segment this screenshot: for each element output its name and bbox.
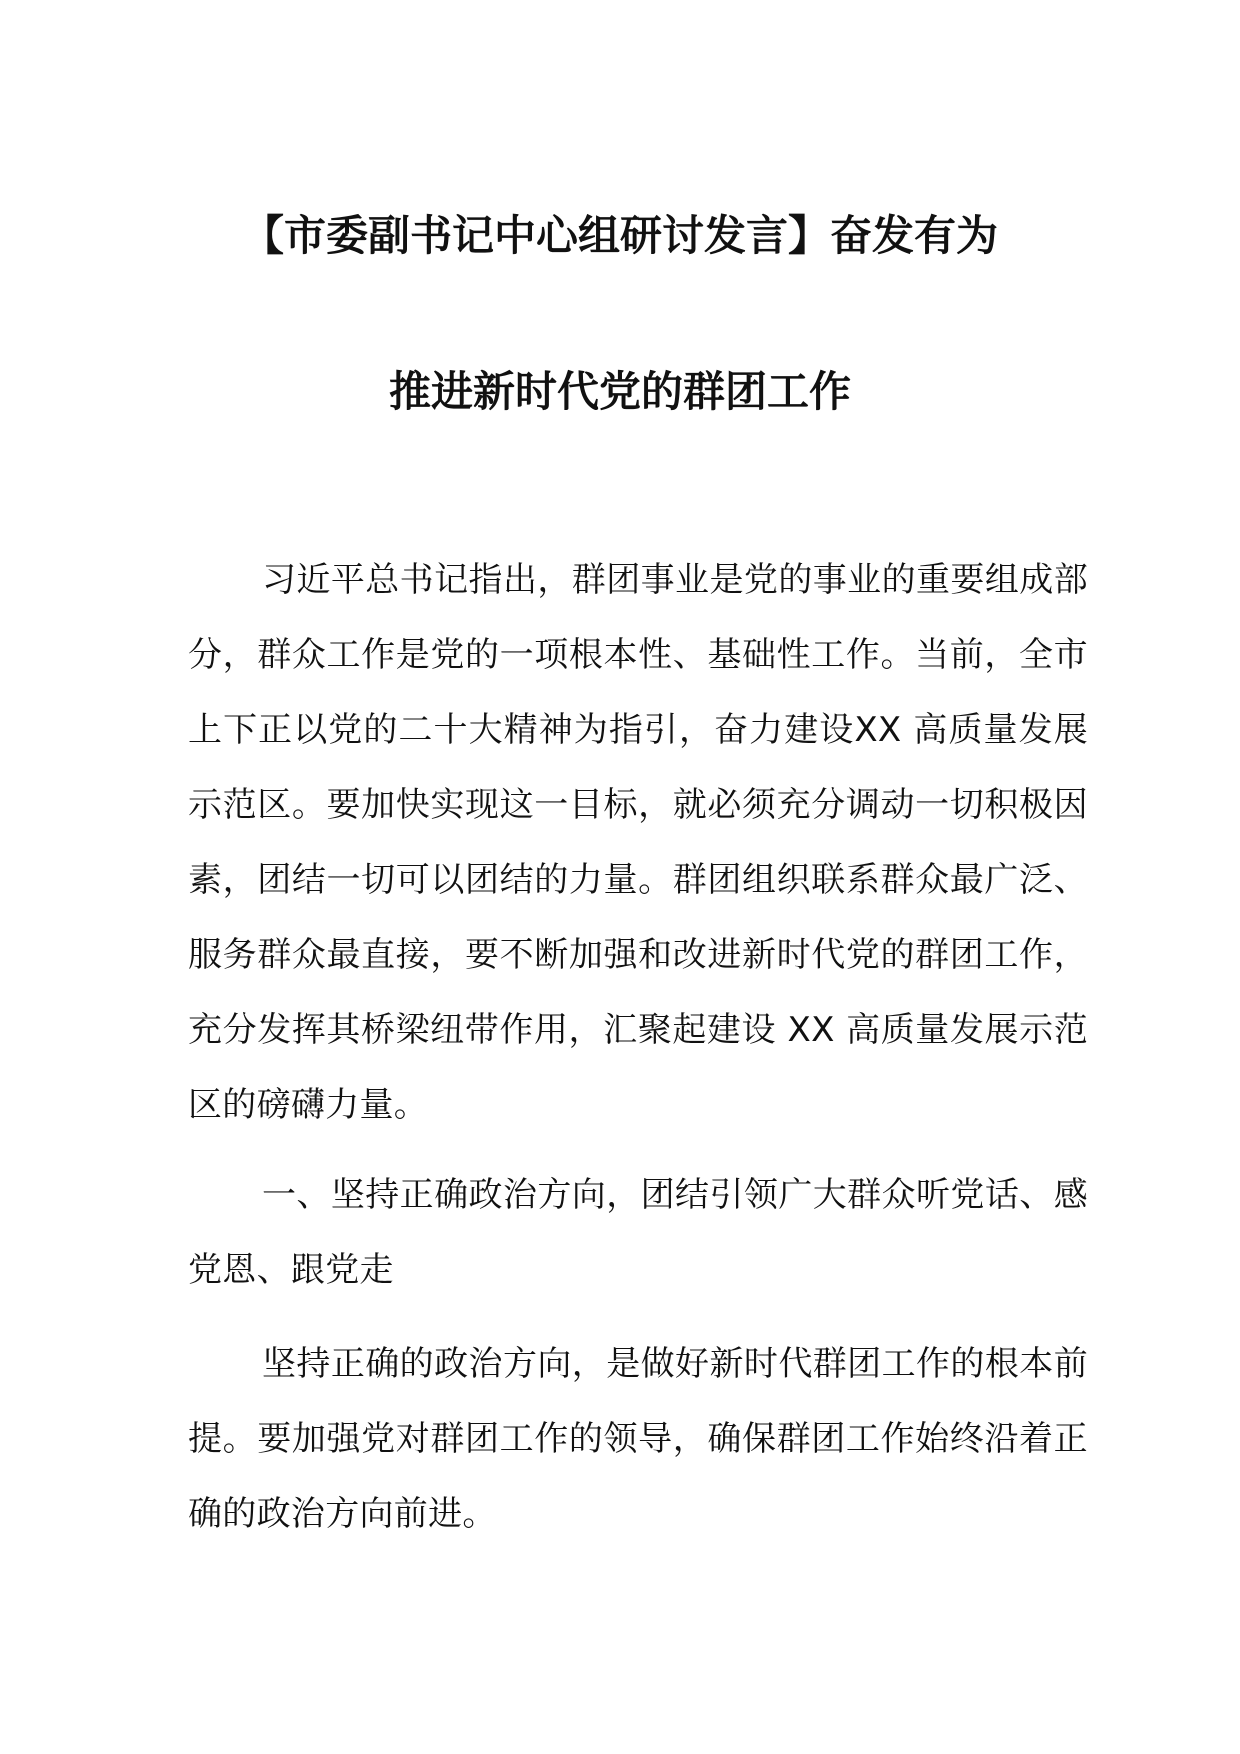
- document-title-line-1: 【市委副书记中心组研讨发言】奋发有为: [241, 211, 998, 260]
- body-paragraph-intro: 习近平总书记指出，群团事业是党的事业的重要组成部分，群众工作是党的一项根本性、基础性工作。当前，全市上下正以党的二十大精神为指引，奋力建设XX 高质量发展示范区。要加快实现这一目标，就必须充分调动一切积极因素，团结一切可以团结的力量。群团组织联系群众最广泛、服务群众最直接，要不断加强和改进新时代党的群团工作，充分发挥其桥梁纽带作用，汇聚起建设 XX 高质量发展示范区的磅礴力量。: [188, 560, 1088, 1125]
- document-title-line-2: 推进新时代党的群团工作: [388, 367, 851, 416]
- body-paragraph-section-1: 坚持正确的政治方向，是做好新时代群团工作的根本前提。要加强党对群团工作的领导，确保群团工作始终沿着正确的政治方向前进。: [188, 1344, 1088, 1534]
- section-heading-1: 一、坚持正确政治方向，团结引领广大群众听党话、感党恩、跟党走: [188, 1175, 1088, 1290]
